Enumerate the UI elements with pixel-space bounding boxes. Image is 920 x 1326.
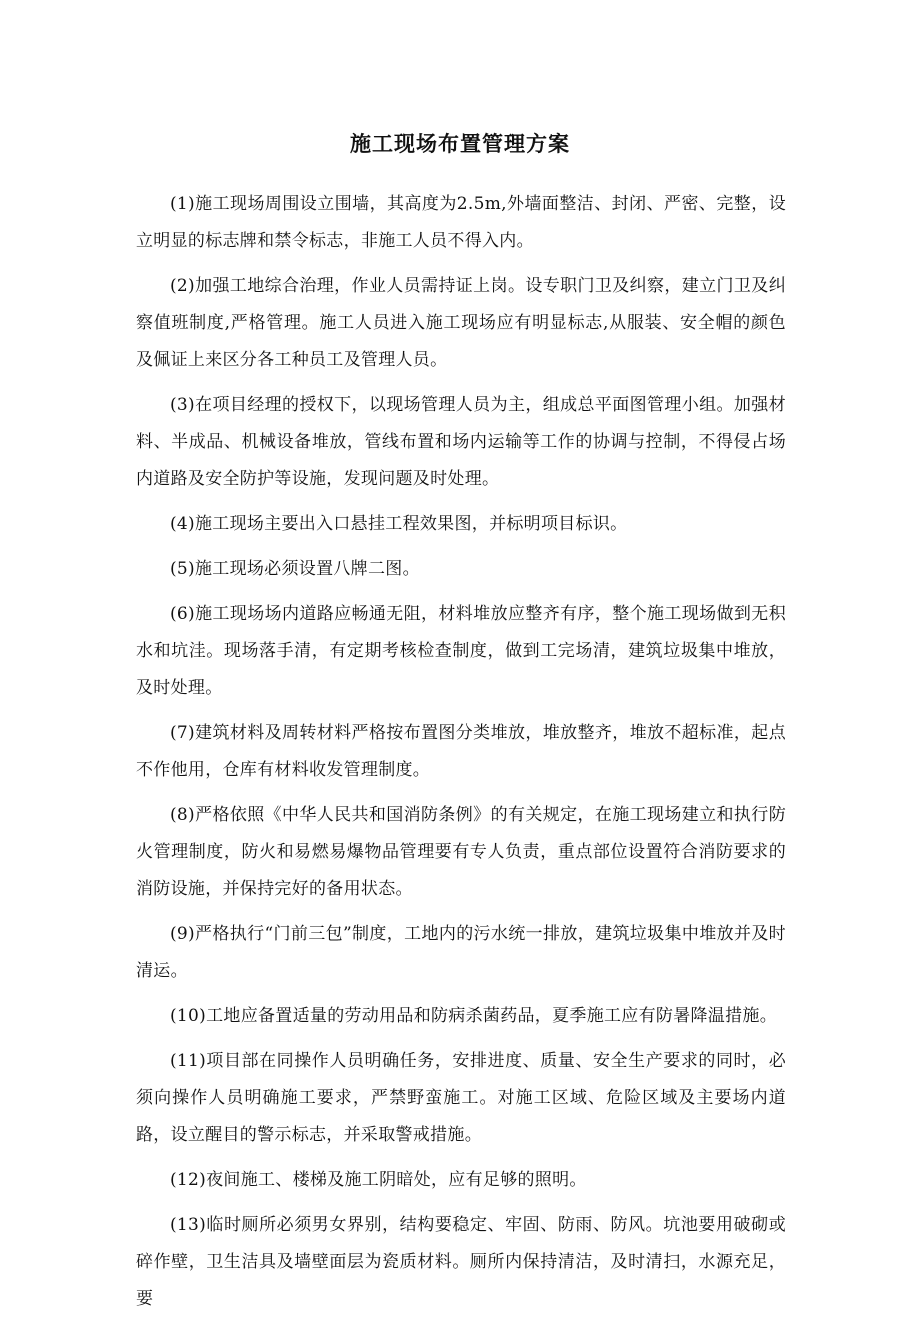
document-body [136, 186, 786, 1326]
paragraph-13: (13)临时厕所必须男女界别，结构要稳定、牢固、防雨、防风。坑池要用破砌或碎作壁，卫生洁具及墙壁面层为瓷质材料。厕所内保持清洁，及时清扫，水源充足，要 [136, 1215, 786, 1309]
paragraph-5: (5)施工现场必须设置八牌二图。 [170, 559, 420, 579]
document-title: 施工现场布置管理方案 [350, 132, 570, 156]
paragraph-4: (4)施工现场主要出入口悬挂工程效果图，并标明项目标识。 [170, 514, 628, 534]
paragraph-1: (1)施工现场周围设立围墙，其高度为2.5m,外墙面整洁、封闭、严密、完整，设立明显的标志牌和禁令标志，非施工人员不得入内。 [136, 194, 786, 251]
paragraph-12: (12)夜间施工、楼梯及施工阴暗处，应有足够的照明。 [170, 1170, 587, 1190]
paragraph-3: (3)在项目经理的授权下，以现场管理人员为主，组成总平面图管理小组。加强材料、半成品、机械设备堆放，管线布置和场内运输等工作的协调与控制，不得侵占场内道路及安全防护等设施，发现问题及时处理。 [136, 395, 786, 489]
paragraph-6: (6)施工现场场内道路应畅通无阻，材料堆放应整齐有序，整个施工现场做到无积水和坑洼。现场落手清，有定期考核检查制度，做到工完场清，建筑垃圾集中堆放，及时处理。 [136, 604, 786, 698]
paragraph-7: (7)建筑材料及周转材料严格按布置图分类堆放，堆放整齐，堆放不超标准，起点不作他用，仓库有材料收发管理制度。 [136, 723, 786, 780]
paragraph-11: (11)项目部在同操作人员明确任务，安排进度、质量、安全生产要求的同时，必须向操作人员明确施工要求，严禁野蛮施工。对施工区域、危险区域及主要场内道路，设立醒目的警示标志，并采取警戒措施。 [136, 1051, 786, 1145]
paragraph-9: (9)严格执行“门前三包”制度，工地内的污水统一排放，建筑垃圾集中堆放并及时清运。 [136, 924, 786, 981]
paragraph-8: (8)严格依照《中华人民共和国消防条例》的有关规定，在施工现场建立和执行防火管理制度，防火和易燃易爆物品管理要有专人负责，重点部位设置符合消防要求的消防设施，并保持完好的备用状态。 [136, 805, 786, 899]
paragraph-2: (2)加强工地综合治理，作业人员需持证上岗。设专职门卫及纠察，建立门卫及纠察值班制度,严格管理。施工人员进入施工现场应有明显标志,从服装、安全帽的颜色及佩证上来区分各工种员工及管理人员。 [136, 276, 786, 370]
paragraph-10: (10)工地应备置适量的劳动用品和防病杀菌药品，夏季施工应有防暑降温措施。 [170, 1006, 777, 1026]
